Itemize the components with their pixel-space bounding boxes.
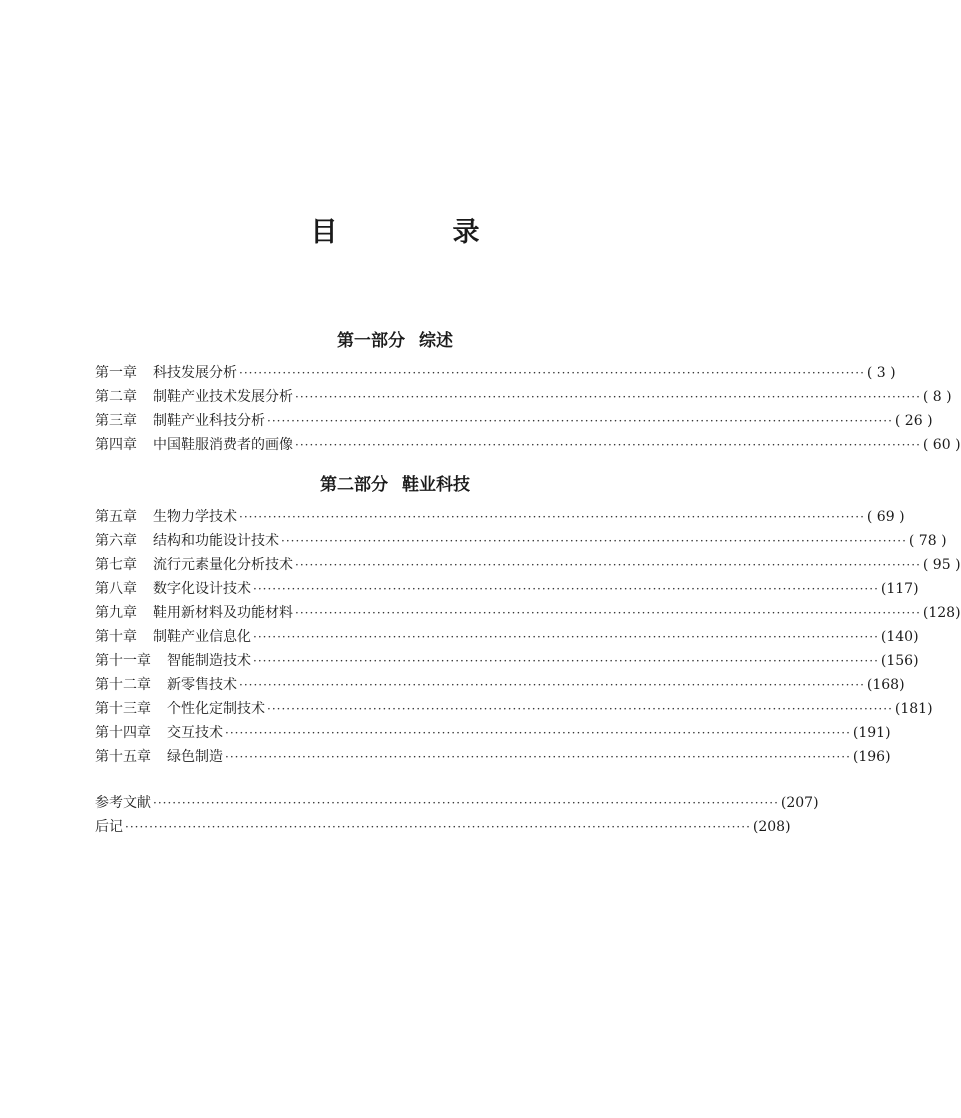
page-number: ( 3 )	[866, 365, 896, 381]
toc-entry-afterword[interactable]	[95, 816, 791, 838]
chapter-number: 第三章	[95, 413, 137, 429]
page-number: ( 69 )	[866, 509, 905, 525]
page-number: (117)	[880, 581, 919, 597]
toc-entry[interactable]	[95, 434, 961, 456]
chapter-title: 制鞋产业技术发展分析	[153, 389, 293, 405]
chapter-title: 鞋用新材料及功能材料	[153, 605, 293, 621]
dot-leader: ··································································································································	[153, 796, 779, 810]
page-title: 目 录	[310, 217, 524, 248]
chapter-title: 制鞋产业信息化	[153, 629, 251, 645]
toc-entry[interactable]	[95, 386, 952, 408]
chapter-number: 第一章	[95, 365, 137, 381]
chapter-title: 结构和功能设计技术	[153, 533, 279, 549]
chapter-title: 新零售技术	[167, 677, 237, 693]
dot-leader: ··································································································································	[295, 606, 921, 620]
chapter-number: 第五章	[95, 509, 137, 525]
chapter-number: 第十章	[95, 629, 137, 645]
page-number: (168)	[866, 677, 905, 693]
dot-leader: ··································································································································	[239, 510, 865, 524]
part-heading-1	[0, 326, 790, 351]
toc-entry[interactable]	[95, 362, 896, 384]
chapter-number: 第十三章	[95, 701, 151, 717]
chapter-title: 个性化定制技术	[167, 701, 265, 717]
page-number: (156)	[880, 653, 919, 669]
chapter-title: 数字化设计技术	[153, 581, 251, 597]
chapter-number: 第二章	[95, 389, 137, 405]
dot-leader: ··································································································································	[225, 750, 851, 764]
part-label: 第二部分	[320, 475, 388, 495]
toc-entry[interactable]	[95, 578, 919, 600]
page-number: (181)	[894, 701, 933, 717]
toc-entry[interactable]	[95, 650, 919, 672]
toc-entry[interactable]	[95, 506, 905, 528]
chapter-title: 制鞋产业科技分析	[153, 413, 265, 429]
toc-entry[interactable]	[95, 626, 919, 648]
chapter-number: 第九章	[95, 605, 137, 621]
toc-entry[interactable]	[95, 722, 891, 744]
chapter-number: 第十五章	[95, 749, 151, 765]
dot-leader: ··································································································································	[267, 702, 893, 716]
dot-leader: ··································································································································	[295, 558, 921, 572]
chapter-number: 第十四章	[95, 725, 151, 741]
chapter-number: 第十二章	[95, 677, 151, 693]
page-number: (196)	[852, 749, 891, 765]
part-label: 第一部分	[337, 331, 405, 351]
chapter-number: 第四章	[95, 437, 137, 453]
page-number: ( 60 )	[922, 437, 961, 453]
chapter-title: 流行元素量化分析技术	[153, 557, 293, 573]
chapter-number: 第八章	[95, 581, 137, 597]
part-subject: 综述	[419, 331, 453, 351]
dot-leader: ··································································································································	[281, 534, 907, 548]
dot-leader: ··································································································································	[253, 630, 879, 644]
toc-entry[interactable]	[95, 554, 961, 576]
dot-leader: ··································································································································	[295, 438, 921, 452]
part-subject: 鞋业科技	[402, 475, 470, 495]
chapter-number: 第十一章	[95, 653, 151, 669]
dot-leader: ··································································································································	[239, 678, 865, 692]
entry-title: 参考文献	[95, 795, 151, 811]
chapter-title: 交互技术	[167, 725, 223, 741]
page-number: (140)	[880, 629, 919, 645]
page-number: ( 78 )	[908, 533, 947, 549]
dot-leader: ··································································································································	[253, 654, 879, 668]
page-number: (207)	[780, 795, 819, 811]
page-number: ( 26 )	[894, 413, 933, 429]
toc-entry[interactable]	[95, 530, 947, 552]
dot-leader: ··································································································································	[225, 726, 851, 740]
chapter-title: 中国鞋服消费者的画像	[153, 437, 293, 453]
dot-leader: ··································································································································	[125, 820, 751, 834]
dot-leader: ··································································································································	[295, 390, 921, 404]
dot-leader: ··································································································································	[239, 366, 865, 380]
page-number: (191)	[852, 725, 891, 741]
toc-entry[interactable]	[95, 410, 933, 432]
page-number: (128)	[922, 605, 961, 621]
toc-entry[interactable]	[95, 602, 961, 624]
chapter-number: 第七章	[95, 557, 137, 573]
chapter-number: 第六章	[95, 533, 137, 549]
chapter-title: 智能制造技术	[167, 653, 251, 669]
page-number: ( 95 )	[922, 557, 961, 573]
part-heading-2	[0, 470, 790, 495]
chapter-title: 科技发展分析	[153, 365, 237, 381]
toc-entry[interactable]	[95, 746, 891, 768]
page-number: ( 8 )	[922, 389, 952, 405]
entry-title: 后记	[95, 819, 123, 835]
chapter-title: 绿色制造	[167, 749, 223, 765]
page-number: (208)	[752, 819, 791, 835]
dot-leader: ··································································································································	[253, 582, 879, 596]
toc-entry-references[interactable]	[95, 792, 819, 814]
dot-leader: ··································································································································	[267, 414, 893, 428]
toc-entry[interactable]	[95, 674, 905, 696]
chapter-title: 生物力学技术	[153, 509, 237, 525]
toc-entry[interactable]	[95, 698, 933, 720]
